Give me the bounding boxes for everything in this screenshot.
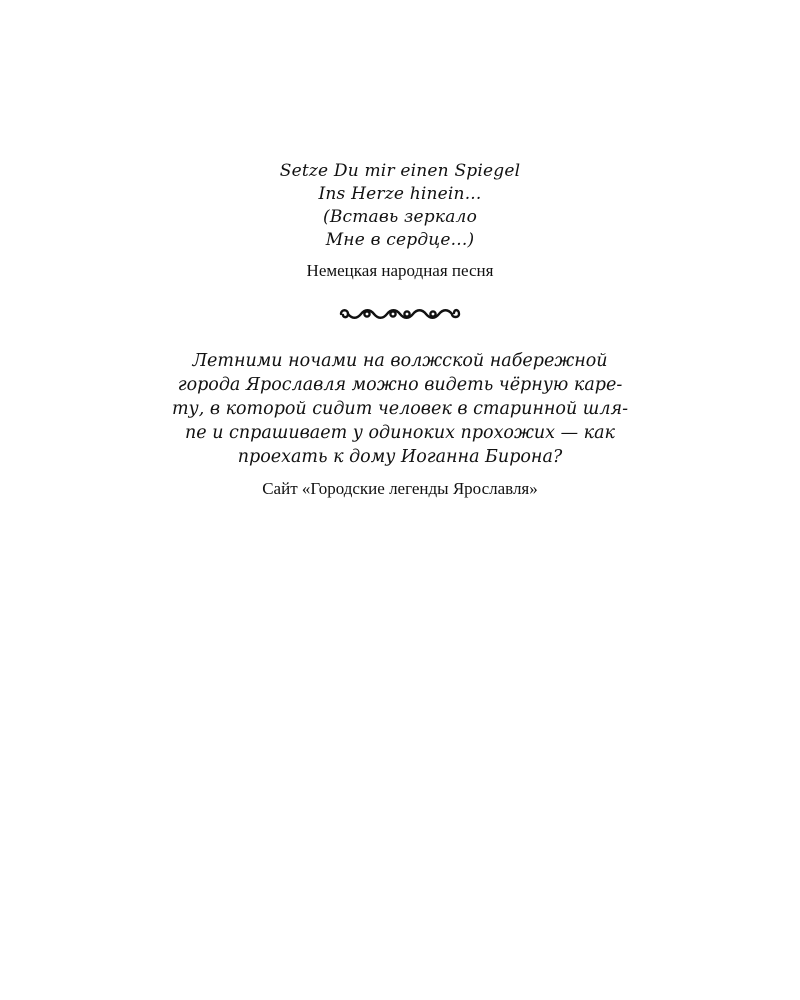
poem-line: (Вставь зеркало [322,207,478,227]
prose-line: проехать к дому Иоганна Бирона? [237,447,563,467]
prose-line: ту, в которой сидит человек в старинной шля- [171,399,629,419]
epigraph-german-song [0,160,800,282]
ornament-divider [0,306,800,322]
epigraph-city-legend [140,349,660,500]
epigraph-attribution: Сайт «Городские легенды Ярославля» [262,479,538,498]
prose-line: города Ярославля можно видеть чёрную каре- [177,375,623,395]
epigraph-attribution: Немецкая народная песня [306,261,494,280]
poem-line: Мне в сердце...) [325,230,475,250]
scroll-ornament-icon [337,306,463,322]
poem-line: Ins Herze hinein... [318,184,482,204]
prose-line: Летними ночами на волжской набережной [192,351,608,371]
poem-line: Setze Du mir einen Spiegel [279,161,521,181]
prose-line: пе и спрашивает у одиноких прохожих — как [185,423,615,443]
